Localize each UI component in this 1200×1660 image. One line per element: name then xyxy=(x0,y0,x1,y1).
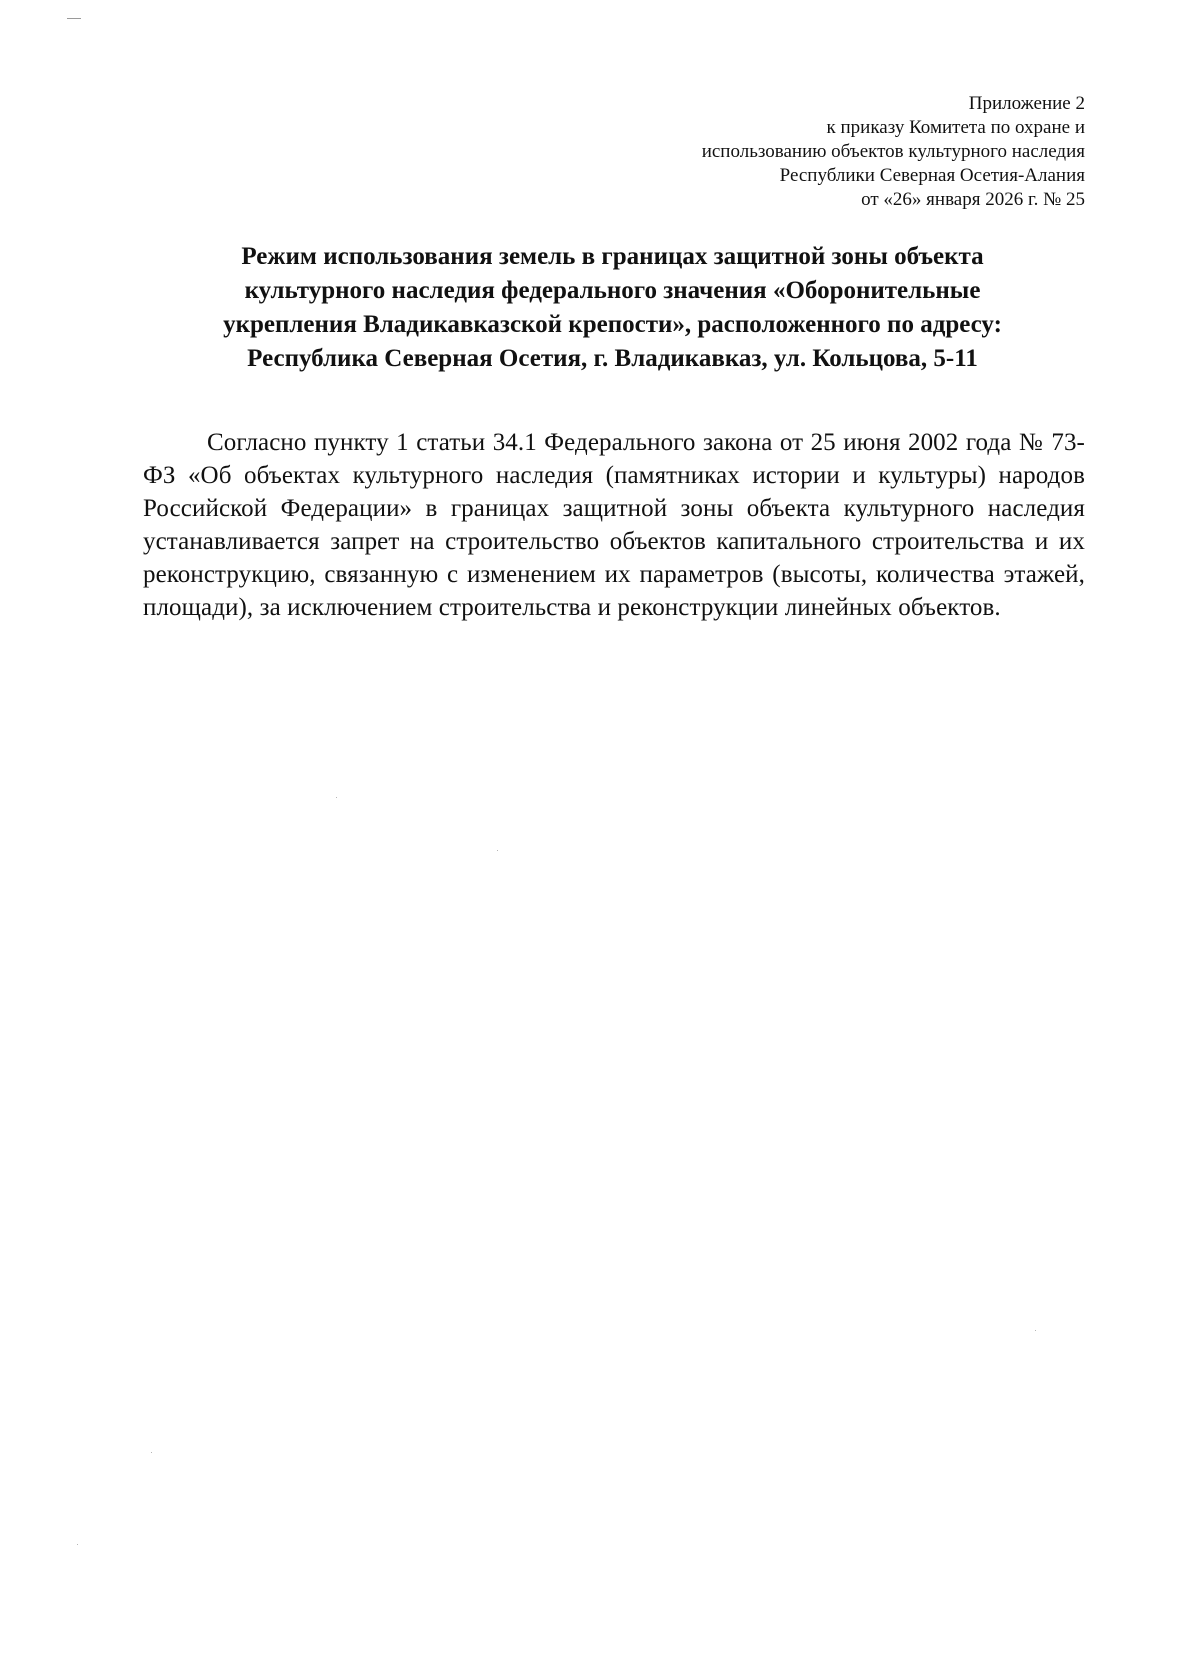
scan-speck xyxy=(1035,1330,1036,1331)
scan-speck xyxy=(77,1544,78,1545)
title-line: культурного наследия федерального значения «Оборонительные xyxy=(244,277,981,304)
body-paragraph: Согласно пункту 1 статьи 34.1 Федерального закона от 25 июня 2002 года № 73-ФЗ «Об объектах культурного наследия (памятниках истории и культуры) народов Российской Федерации» в границах защитной зоны объекта культурного наследия устанавливается запрет на строительство объектов капитального строительства и их реконструкцию, связанную с изменением их параметров (высоты, количества этажей, площади), за исключением строительства и реконструкции линейных объектов. xyxy=(143,429,1085,621)
scan-artifact xyxy=(67,18,81,19)
title-line: укрепления Владикавказской крепости», расположенного по адресу: xyxy=(223,311,1002,338)
order-reference-line: Республики Северная Осетия-Алания xyxy=(779,165,1085,186)
appendix-number: Приложение 2 xyxy=(968,93,1085,114)
order-reference-line: использованию объектов культурного наследия xyxy=(701,141,1085,162)
scan-speck xyxy=(336,797,337,798)
title-line: Режим использования земель в границах защитной зоны объекта xyxy=(241,243,984,270)
order-date-number: от «26» января 2026 г. № 25 xyxy=(861,189,1085,210)
scan-speck xyxy=(497,850,498,851)
document-title xyxy=(140,240,1085,376)
title-line: Республика Северная Осетия, г. Владикавказ, ул. Кольцова, 5-11 xyxy=(247,345,978,372)
scan-speck xyxy=(151,1452,152,1453)
appendix-header xyxy=(525,92,1085,212)
order-reference-line: к приказу Комитета по охране и xyxy=(826,117,1085,138)
